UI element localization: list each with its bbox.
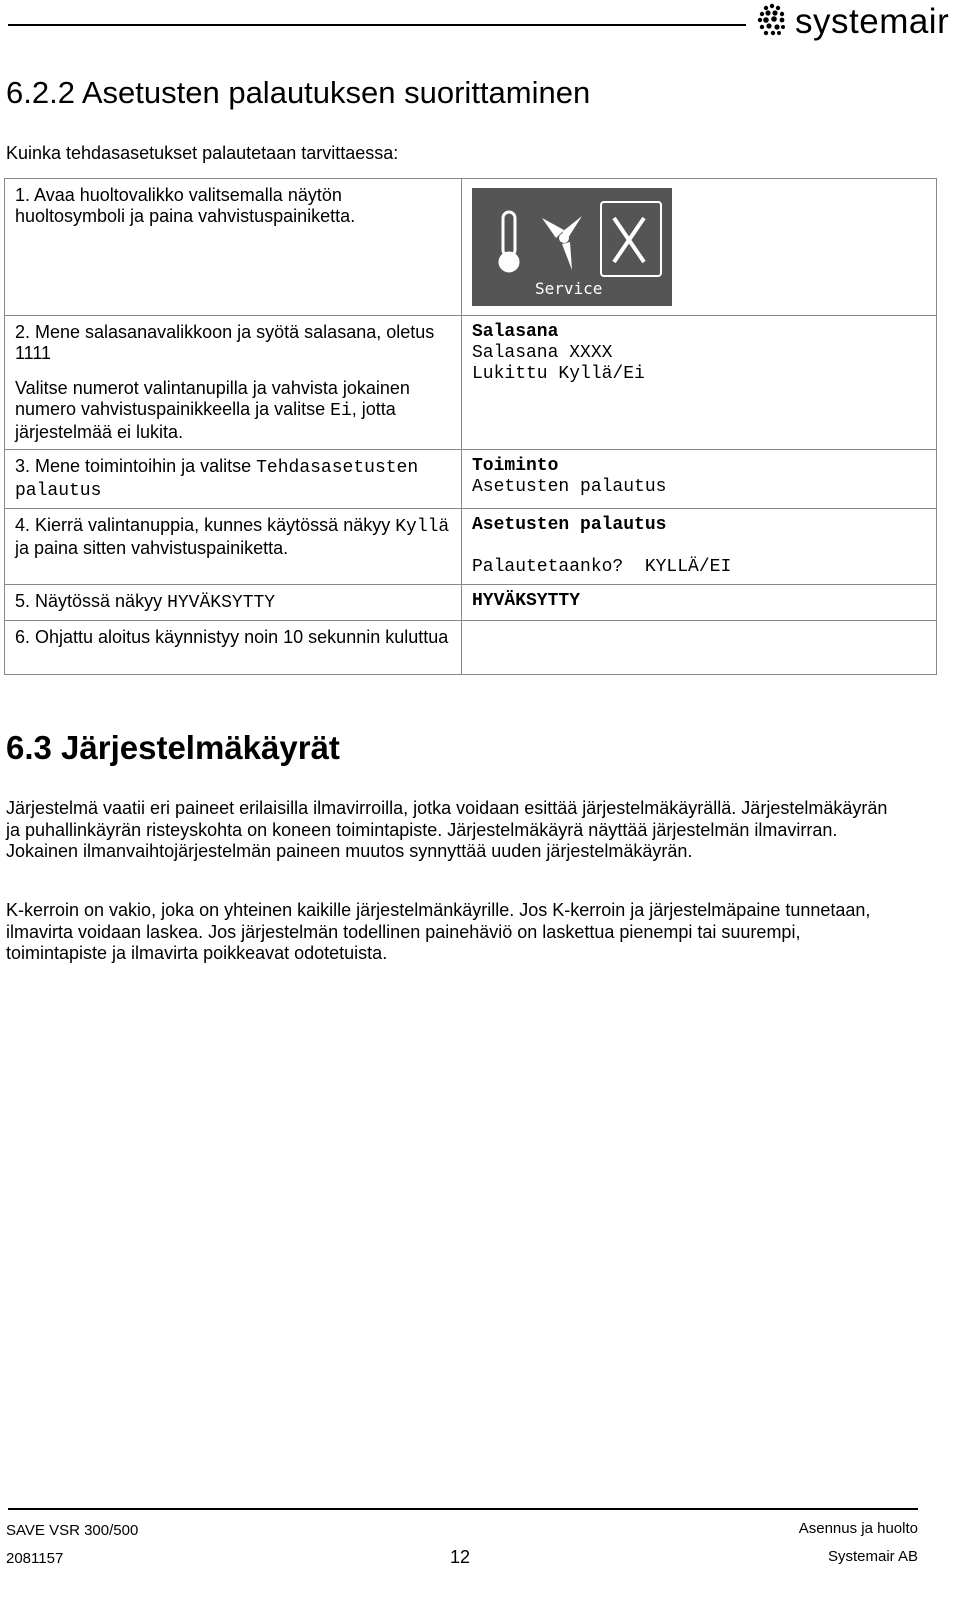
footer-company: Systemair AB	[827, 1548, 918, 1565]
footer-chapter: Asennus ja huolto	[798, 1520, 918, 1537]
service-selection-frame	[600, 201, 662, 277]
step-6-text: 6. Ohjattu aloitus käynnistyy noin 10 sekunnin kuluttua	[5, 621, 462, 675]
page-number: 12	[450, 1547, 471, 1567]
step-3-text: 3. Mene toimintoihin ja valitse Tehdasasetusten palautus	[5, 450, 462, 509]
fan-icon	[542, 216, 582, 270]
paragraph-2: K-kerroin on vakio, joka on yhteinen kaikille järjestelmänkäyrille. Jos K-kerroin ja järjestelmäpaine tunnetaan, ilmavirta voidaan laskea. Jos järjestelmän todellinen painehäviö on laskettua pienempi tai suurempi, toimintapiste ja ilmavirta poikkeavat odotetuista.	[6, 900, 871, 963]
table-row	[5, 450, 937, 509]
service-screen	[472, 188, 672, 306]
step-4-display: Asetusten palautus Palautetaanko? KYLLÄ/EI	[462, 509, 937, 585]
step-4-text: 4. Kierrä valintanuppia, kunnes käytössä näkyy Kyllä ja paina sitten vahvistuspainiketta.	[5, 509, 462, 585]
step-1-display	[462, 179, 937, 316]
service-label: Service	[535, 279, 603, 298]
step-5-display: HYVÄKSYTTY	[462, 585, 937, 621]
step-5-text: 5. Näytössä näkyy HYVÄKSYTTY	[5, 585, 462, 621]
table-row	[5, 316, 937, 450]
table-row	[5, 621, 937, 675]
paragraph-1: Järjestelmä vaatii eri paineet erilaisilla ilmavirroilla, jotka voidaan esittää järjestelmäkäyrällä. Järjestelmäkäyrän ja puhallinkäyrän risteyskohta on koneen toimintapiste. Järjestelmäkäyrä näyttää järjestelmän ilmavirran. Jokainen ilmanvaihtojärjestelmän paineen muutos synnyttää uuden järjestelmäkäyrän.	[6, 798, 888, 861]
step-2-line-b: Valitse numerot valintanupilla ja vahvista jokainen numero vahvistuspainikkeella ja valitse Ei, jotta järjestelmää ei lukita.	[15, 378, 410, 442]
table-row	[5, 179, 937, 316]
section-title-2: 6.3 Järjestelmäkäyrät	[6, 729, 340, 766]
footer-doc-number: 2081157	[6, 1550, 64, 1567]
step-2-text	[5, 316, 462, 450]
thermometer-icon	[500, 212, 518, 271]
brand-name: systemair	[795, 2, 950, 41]
table-row	[5, 585, 937, 621]
table-row	[5, 509, 937, 585]
section-title: 6.2.2 Asetusten palautuksen suorittaminen	[6, 75, 591, 110]
footer-rule	[8, 1508, 918, 1510]
footer-model: SAVE VSR 300/500	[6, 1522, 139, 1539]
header-rule	[8, 24, 746, 26]
step-6-display	[462, 621, 937, 675]
step-2-display: Salasana Salasana XXXX Lukittu Kyllä/Ei	[462, 316, 937, 450]
step-3-display: Toiminto Asetusten palautus	[462, 450, 937, 509]
step-2-line-a: 2. Mene salasanavalikkoon ja syötä salasana, oletus 1111	[15, 322, 435, 363]
intro-text: Kuinka tehdasasetukset palautetaan tarvittaessa:	[6, 143, 399, 163]
step-1-text: 1. Avaa huoltovalikko valitsemalla näytön huoltosymboli ja paina vahvistuspainiketta.	[5, 179, 462, 316]
steps-table	[4, 178, 937, 675]
